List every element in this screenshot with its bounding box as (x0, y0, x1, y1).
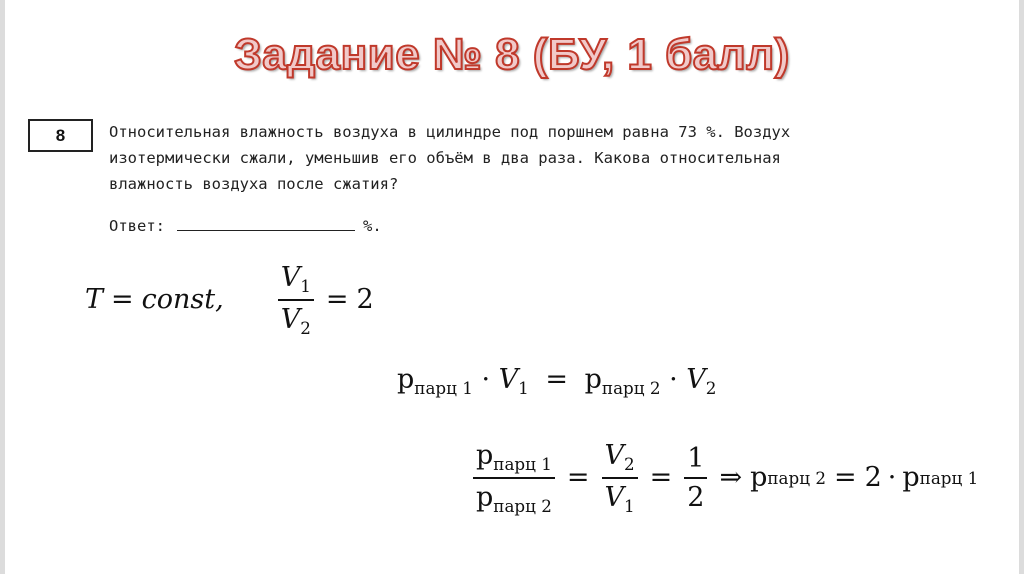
formula-operator: · (669, 364, 678, 395)
formula-symbol: V (280, 262, 301, 293)
formula-operator: ⇒ (719, 462, 743, 494)
slide-right-edge (1019, 0, 1024, 574)
formula-isothermal (85, 262, 374, 338)
slide-title: Задание № 8 (БУ, 1 балл) (234, 30, 790, 79)
formula-subscript: парц 2 (493, 495, 552, 516)
formula-symbol: p (476, 440, 494, 471)
volume-inverse-fraction (602, 440, 638, 516)
formula-symbol: p (397, 364, 415, 395)
answer-blank (177, 214, 355, 231)
formula-subscript: 2 (300, 317, 311, 338)
formula-symbol: p (476, 481, 494, 513)
formula-symbol: const, (141, 284, 224, 316)
formula-operator: = (649, 462, 673, 494)
formula-operator: = (325, 284, 349, 316)
formula-subscript: парц 1 (493, 453, 552, 474)
answer-label: Ответ: (109, 217, 165, 235)
formula-subscript: парц 1 (919, 467, 979, 488)
task-line: изотермически сжали, уменьшив его объём в два раза. Какова относительная (109, 149, 781, 167)
slide-left-edge (0, 0, 5, 574)
formula-operator: = (545, 364, 569, 395)
formula-symbol: p (750, 462, 768, 494)
formula-value: 2 (356, 284, 374, 316)
formula-symbol: V (604, 481, 624, 513)
formula-subscript: 1 (300, 275, 311, 296)
formula-operator: = (566, 462, 590, 494)
formula-symbol: T (85, 284, 104, 316)
formula-value: 1 (687, 442, 705, 474)
answer-row (109, 214, 382, 235)
pressure-ratio-fraction (473, 440, 555, 516)
formula-operator: · (481, 364, 491, 395)
formula-subscript: парц 1 (414, 377, 473, 398)
one-half-fraction (684, 443, 707, 513)
formula-subscript: парц 2 (767, 467, 826, 488)
formula-value: 2 (864, 462, 882, 494)
task-text (109, 119, 979, 197)
formula-boyle (397, 364, 716, 398)
formula-symbol: V (498, 364, 519, 395)
formula-result (469, 440, 978, 516)
formula-subscript: парц 2 (601, 377, 661, 398)
formula-symbol: V (280, 303, 301, 335)
formula-subscript: 2 (705, 377, 717, 398)
formula-symbol: V (686, 364, 706, 395)
formula-operator: = (111, 284, 134, 316)
formula-symbol: V (604, 440, 624, 471)
task-number-box: 8 (28, 119, 93, 152)
task-line: Относительная влажность воздуха в цилиндре под поршнем равна 73 %. Воздух (109, 123, 791, 141)
formula-value: 2 (684, 477, 707, 513)
formula-operator: · (887, 462, 897, 494)
task-line: влажность воздуха после сжатия? (109, 175, 399, 193)
formula-subscript: 1 (518, 377, 529, 398)
formula-subscript: 1 (624, 495, 635, 516)
formula-subscript: 2 (624, 453, 635, 474)
volume-ratio-fraction (278, 262, 314, 338)
formula-operator: = (833, 462, 857, 494)
answer-unit: %. (363, 217, 382, 235)
formula-symbol: p (584, 364, 602, 395)
formula-symbol: p (902, 462, 920, 494)
